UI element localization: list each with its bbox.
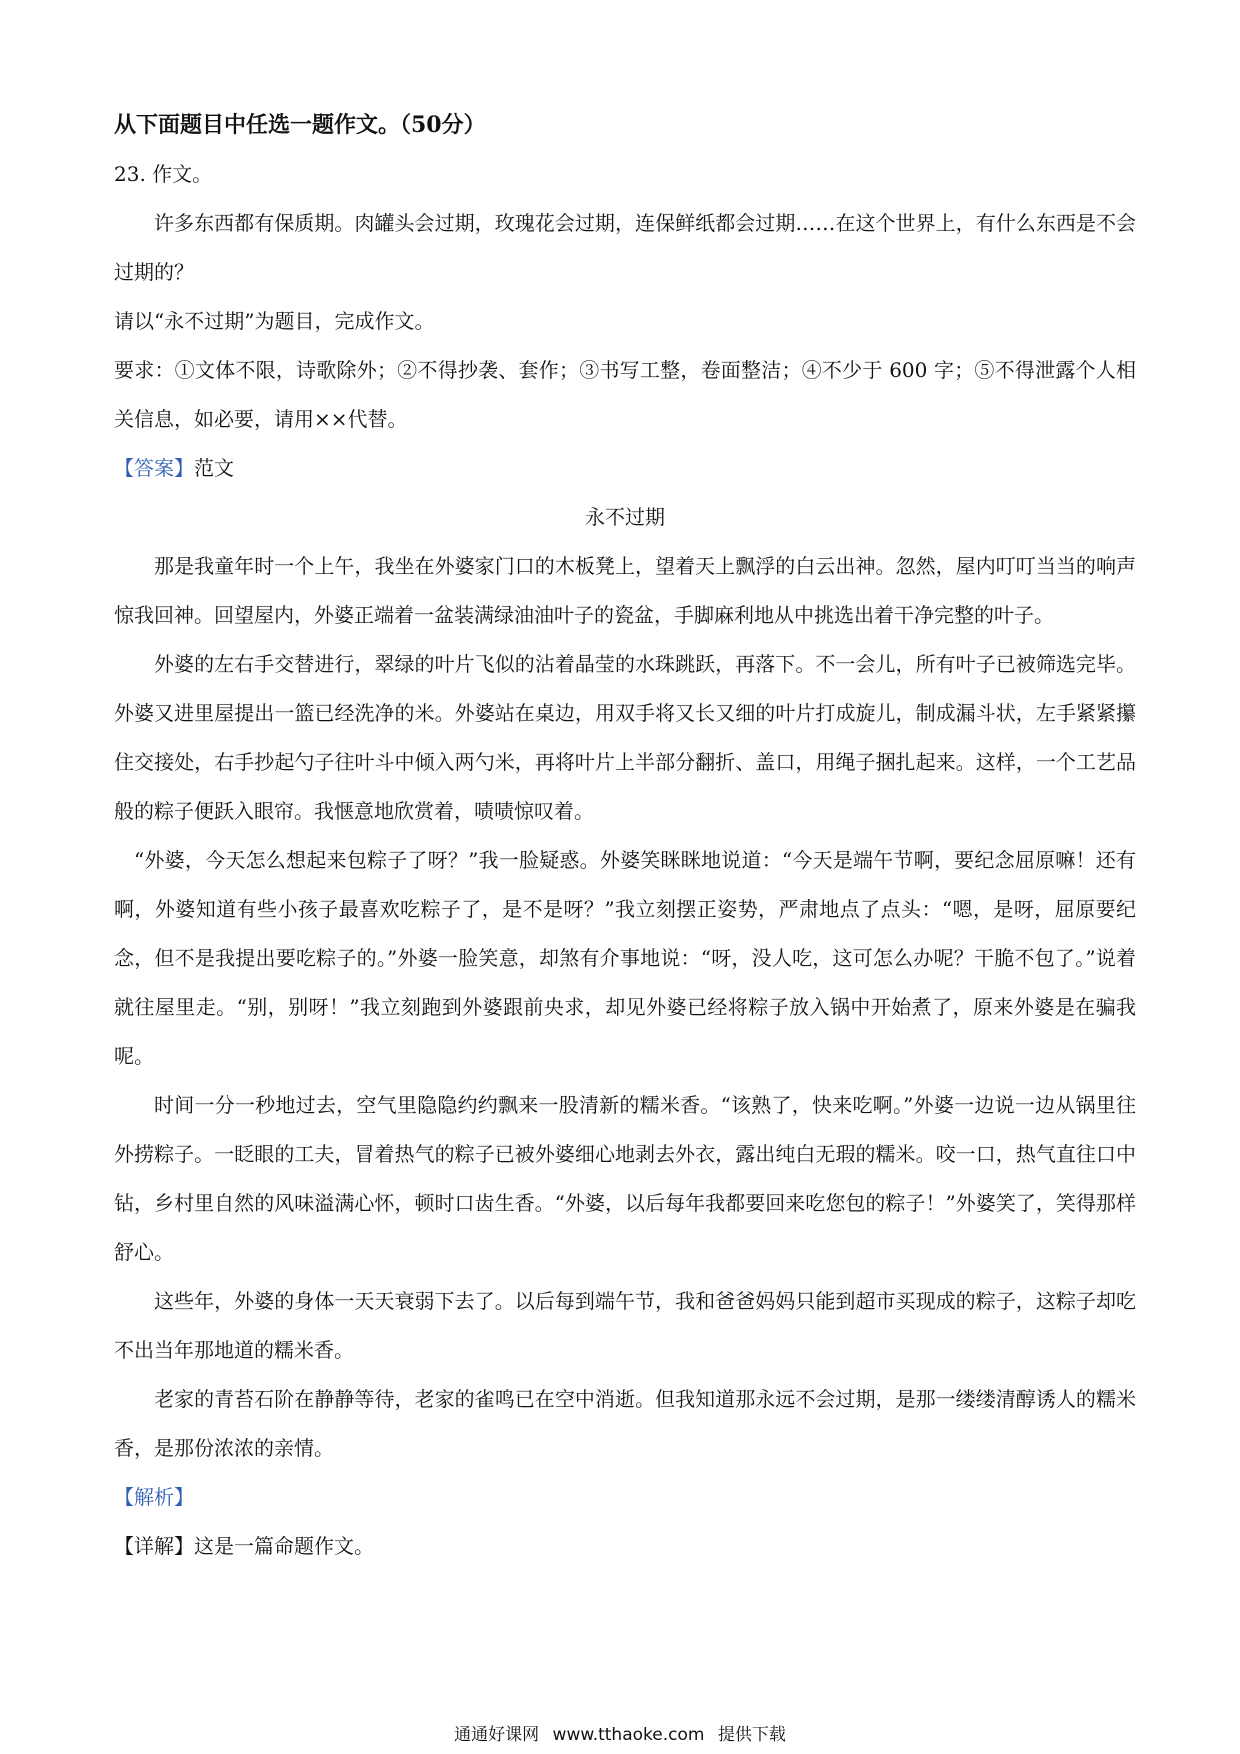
question-instruction: 请以“永不过期”为题目，完成作文。	[114, 309, 435, 333]
answer-header	[114, 444, 1136, 493]
question-number: 23. 作文。	[114, 162, 213, 186]
essay-title: 永不过期	[585, 505, 665, 529]
essay-paragraph: 时间一分一秒地过去，空气里隐隐约约飘来一股清新的糯米香。“该熟了，快来吃啊。”外婆一边说一边从锅里往外捞粽子。一眨眼的工夫，冒着热气的粽子已被外婆细心地剥去外衣，露出纯白无瑕的糯米。咬一口，热气直往口中钻，乡村里自然的风味溢满心怀，顿时口齿生香。“外婆，以后每年我都要回来吃您包的粽子！”外婆笑了，笑得那样舒心。	[114, 1093, 1136, 1264]
detail-tag: 【详解】	[114, 1534, 194, 1558]
question-prompt: 许多东西都有保质期。肉罐头会过期，玫瑰花会过期，连保鲜纸都会过期……在这个世界上，有什么东西是不会过期的？	[114, 211, 1136, 284]
footer-suffix: 提供下载	[717, 1725, 786, 1745]
page-footer	[0, 1720, 1240, 1745]
analysis-header	[114, 1473, 1136, 1522]
detail-line	[114, 1522, 1136, 1571]
detail-text: 这是一篇命题作文。	[194, 1534, 374, 1558]
question-requirements: 要求：①文体不限，诗歌除外；②不得抄袭、套作；③书写工整，卷面整洁；④不少于 600 字；⑤不得泄露个人相关信息，如必要，请用××代替。	[114, 358, 1136, 431]
essay-paragraph: 外婆的左右手交替进行，翠绿的叶片飞似的沾着晶莹的水珠跳跃，再落下。不一会儿，所有叶子已被筛选完毕。外婆又进里屋提出一篮已经洗净的米。外婆站在桌边，用双手将又长又细的叶片打成旋儿，制成漏斗状，左手紧紧攥住交接处，右手抄起勺子往叶斗中倾入两勺米，再将叶片上半部分翻折、盖口，用绳子捆扎起来。这样，一个工艺品般的粽子便跃入眼帘。我惬意地欣赏着，啧啧惊叹着。	[114, 652, 1136, 823]
section-heading: 从下面题目中任选一题作文。（50分）	[114, 112, 486, 138]
essay-paragraph: 那是我童年时一个上午，我坐在外婆家门口的木板凳上，望着天上飘浮的白云出神。忽然，屋内叮叮当当的响声惊我回神。回望屋内，外婆正端着一盆装满绿油油叶子的瓷盆，手脚麻利地从中挑选出着干净完整的叶子。	[114, 554, 1136, 627]
footer-url[interactable]: www.tthaoke.com	[552, 1725, 705, 1745]
answer-tag: 【答案】	[114, 456, 194, 480]
analysis-tag: 【解析】	[114, 1485, 194, 1509]
essay-paragraph: “外婆，今天怎么想起来包粽子了呀？”我一脸疑惑。外婆笑眯眯地说道：“今天是端午节啊，要纪念屈原嘛！还有啊，外婆知道有些小孩子最喜欢吃粽子了，是不是呀？”我立刻摆正姿势，严肃地点了点头：“嗯，是呀，屈原要纪念，但不是我提出要吃粽子的。”外婆一脸笑意，却煞有介事地说：“呀，没人吃，这可怎么办呢？干脆不包了。”说着就往屋里走。“别，别呀！”我立刻跑到外婆跟前央求，却见外婆已经将粽子放入锅中开始煮了，原来外婆是在骗我呢。	[114, 848, 1136, 1068]
footer-site-name: 通通好课网	[454, 1725, 540, 1745]
essay-paragraph: 这些年，外婆的身体一天天衰弱下去了。以后每到端午节，我和爸爸妈妈只能到超市买现成的粽子，这粽子却吃不出当年那地道的糯米香。	[114, 1289, 1136, 1362]
essay-paragraph: 老家的青苔石阶在静静等待，老家的雀鸣已在空中消逝。但我知道那永远不会过期，是那一缕缕清醇诱人的糯米香，是那份浓浓的亲情。	[114, 1387, 1136, 1460]
answer-label: 范文	[194, 456, 234, 480]
document-page	[114, 100, 1136, 1571]
